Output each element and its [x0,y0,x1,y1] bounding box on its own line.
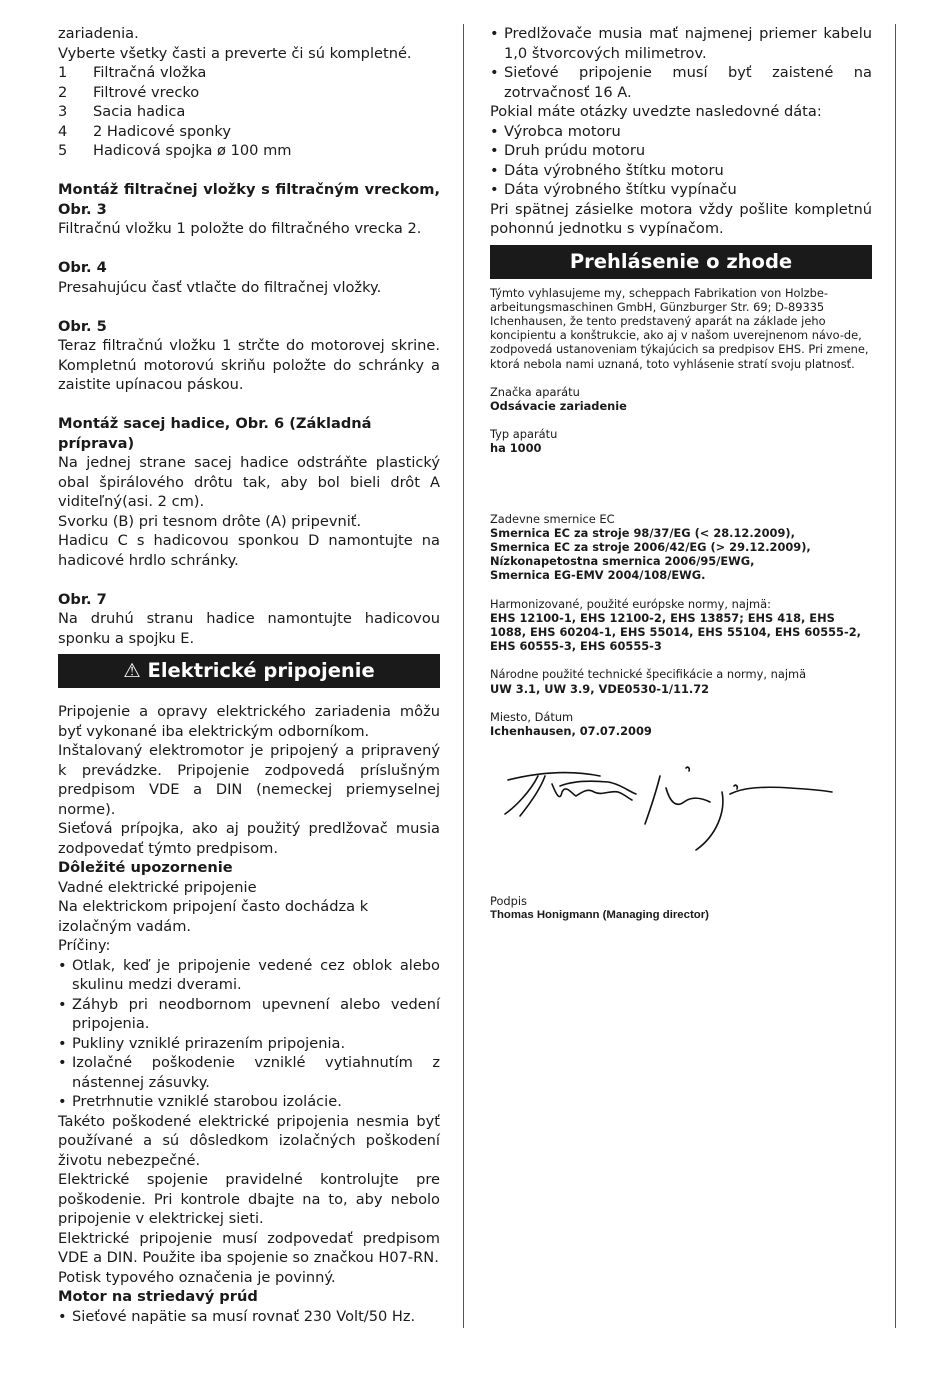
paragraph: Presahujúcu časť vtlačte do filtračnej vložky. [58,278,382,296]
declaration-banner: Prehlásenie o zhode [490,245,872,279]
field-label: Podpis [490,893,527,908]
electrical-section-banner: ⚠ Elektrické pripojenie [58,654,440,688]
paragraph: Na jednej strane sacej hadice odstráňte plastický obal špirálového drôtu tak, aby bol bieli drôt A viditeľný(asi. 2 cm). [58,454,440,510]
bullet-item: • Sieťové pripojenie musí byť zaistené na zotrvačnosť 16 A. [490,64,872,101]
bullet-text: Predlžovače musia mať najmenej priemer kabelu 1,0 štvorcových milimetrov. [504,25,872,62]
bullet-text: Výrobca motoru [504,122,621,140]
bullet-text: Izolačné poškodenie vzniklé vytiahnutím z nástennej zásuvky. [72,1054,440,1091]
field-value: Smernica EG-EMV 2004/108/EWG. [490,568,706,583]
field-value: EHS 12100-1, EHS 12100-2, EHS 13857; EHS 418, EHS 1088, EHS 60204-1, EHS 55014, EHS 55104, EHS 60555-2, EHS 60555-3, EHS 60555-3 [490,610,861,654]
bullet-item: • Dáta výrobného štítku motoru [490,161,872,181]
field-value: Ichenhausen, 07.07.2009 [490,723,652,738]
bullet-item: • Záhyb pri neodbornom upevnení alebo vedení pripojenia. [58,995,440,1032]
field-label: Miesto, Dátum [490,709,574,724]
paragraph: Na druhú stranu hadice namontujte hadicovou sponku a spojku E. [58,610,440,647]
field-value: UW 3.1, UW 3.9, VDE0530-1/11.72 [490,681,710,696]
intro-line: zariadenia. [58,25,139,42]
bullet-text: Sieťové pripojenie musí byť zaistené na zotrvačnosť 16 A. [504,64,872,101]
bullet-item: • Druh prúdu motoru [490,141,872,161]
signatory-name: Thomas Honigmann (Managing director) [490,908,709,921]
parts-list [58,63,440,161]
bullet-item: • Predlžovače musia mať najmenej priemer kabelu 1,0 štvorcových milimetrov. [490,25,872,62]
right-column [490,24,872,922]
bullet-text: Pretrhnutie vzniklé starobou izolácie. [72,1093,342,1110]
paragraph: Elektrické pripojenie musí zodpovedať predpisom VDE a DIN. Použite iba spojenie so značkou H07-RN. [58,1229,440,1266]
list-item [58,102,440,122]
section-heading: Obr. 4 [58,259,107,276]
paragraph: Inštalovaný elektromotor je pripojený a pripravený k prevádzke. Pripojenie zodpovedá príslušným predpisom VDE a DIN (nemeckej priemyselnej norme). [58,742,440,818]
paragraph: Elektrické spojenie pravidelné kontrolujte pre poškodenie. Pri kontrole dbajte na to, aby nebolo pripojenie v elektrickej sieti. [58,1171,440,1227]
bullet-item: • Dáta výrobného štítku vypínaču [490,180,872,200]
declaration-text: Týmto vyhlasujeme my, scheppach Fabrikation von Holzbe-arbeitungsmaschinen GmbH, Günzburger Str. 69; D-89335 Ichenhausen, že tento predstavený aparát na základe jeho koncipientu a konštrukcie, ako aj v našom uverejnenom návo-de, zodpovedá ustanoveniam týkajúcich sa predpisov EHS. Pri zmene, ktorá nebola nami uznaná, toto vyhlásenie stratí svoju platnosť. [490,285,869,371]
field-value: Nízkonapetostna smernica 2006/95/EWG, [490,554,755,569]
paragraph: Pripojenie a opravy elektrického zariadenia môžu byť vykonané iba elektrickým odborníkom. [58,703,440,740]
item-label: Sacia hadica [93,103,186,120]
paragraph: Svorku (B) pri tesnom drôte (A) pripevniť. [58,512,362,530]
item-label: Filtračná vložka [93,64,207,81]
bullet-text: Druh prúdu motoru [504,142,646,159]
paragraph: Hadicu C s hadicovou sponkou D namontujte na hadicové hrdlo schránky. [58,532,440,569]
section-heading: Obr. 7 [58,590,107,608]
section-heading: Montáž filtračnej vložky s filtračným vreckom, Obr. 3 [58,181,440,218]
left-column [58,24,440,1326]
item-number: 3 [58,103,68,120]
bullet-text: Dáta výrobného štítku motoru [504,161,724,179]
item-number: 4 [58,122,68,140]
list-item [58,63,440,83]
bullet-item: • Sieťové napätie sa musí rovnať 230 Volt/50 Hz. [58,1307,440,1327]
field-label: Značka aparátu [490,384,580,399]
paragraph: Potisk typového označenia je povinný. [58,1268,336,1286]
field-label: Typ aparátu [490,427,558,442]
item-label: Filtrové vrecko [93,83,200,101]
section-heading: Montáž sacej hadice, Obr. 6 (Základná príprava) [58,415,372,452]
field-label: Zadevne smernice EC [490,511,615,526]
item-number: 2 [58,83,68,101]
list-item [58,122,440,142]
paragraph: Vadné elektrické pripojenie [58,878,257,896]
list-item [58,83,440,103]
section-heading: Obr. 5 [58,317,107,335]
bullet-text: Dáta výrobného štítku vypínaču [504,181,737,198]
paragraph: Pokial máte otázky uvedzte nasledovné dáta: [490,103,822,120]
bullet-item: • Výrobca motoru [490,122,872,142]
bullet-item: • Pukliny vzniklé prirazením pripojenia. [58,1034,440,1054]
bullet-text: Pukliny vzniklé prirazením pripojenia. [72,1034,346,1052]
field-label: Národne použité technické špecifikácie a normy, najmä [490,667,807,682]
item-number: 5 [58,142,68,159]
section-heading: Motor na striedavý prúd [58,1288,258,1305]
field-value: Smernica EC za stroje 98/37/EG (< 28.12.2009), [490,525,795,540]
paragraph: Takéto poškodené elektrické pripojenia nesmia byť používané a sú dôsledkom izolačných poškodení životu nebezpečné. [58,1112,440,1169]
signature-image [490,762,850,872]
field-value: Smernica EC za stroje 2006/42/EG (> 29.12.2009), [490,539,811,554]
paragraph: Na elektrickom pripojení často dochádza k izolačným vadám. [58,898,369,935]
column-divider-right [895,24,896,1328]
bullet-item: • Izolačné poškodenie vzniklé vytiahnutím z nástennej zásuvky. [58,1054,440,1091]
list-item [58,141,440,161]
field-label: Harmonizované, použité európske normy, najmä: [490,596,771,611]
bullet-item: • Otlak, keď je pripojenie vedené cez oblok alebo skulinu medzi dverami. [58,956,440,993]
paragraph: Teraz filtračnú vložku 1 strčte do motorovej skrine. Kompletnú motorovú skriňu položte do schránky a zaistite upínacou páskou. [58,337,440,393]
item-number: 1 [58,64,68,81]
intro-line: Vyberte všetky časti a preverte či sú kompletné. [58,44,412,62]
item-label: 2 Hadicové sponky [93,122,231,140]
bullet-text: Otlak, keď je pripojenie vedené cez oblok alebo skulinu medzi dverami. [72,956,440,993]
paragraph: Pri spätnej zásielke motora vždy pošlite kompletnú pohonnú jednotku s vypínačom. [490,200,872,237]
bullet-text: Sieťové napätie sa musí rovnať 230 Volt/50 Hz. [72,1307,416,1325]
field-value: Odsávacie zariadenie [490,398,627,413]
bullet-item: • Pretrhnutie vzniklé starobou izolácie. [58,1092,440,1112]
paragraph: Sieťová prípojka, ako aj použitý predlžovač musia zodpovedať týmto predpisom. [58,820,440,857]
bullet-text: Záhyb pri neodbornom upevnení alebo vedení pripojenia. [72,995,440,1032]
paragraph: Filtračnú vložku 1 položte do filtračného vrecka 2. [58,220,422,237]
section-heading: Dôležité upozornenie [58,859,233,876]
column-divider-left [463,24,464,1328]
item-label: Hadicová spojka ø 100 mm [93,142,292,159]
paragraph: Príčiny: [58,937,111,954]
field-value: ha 1000 [490,441,542,456]
